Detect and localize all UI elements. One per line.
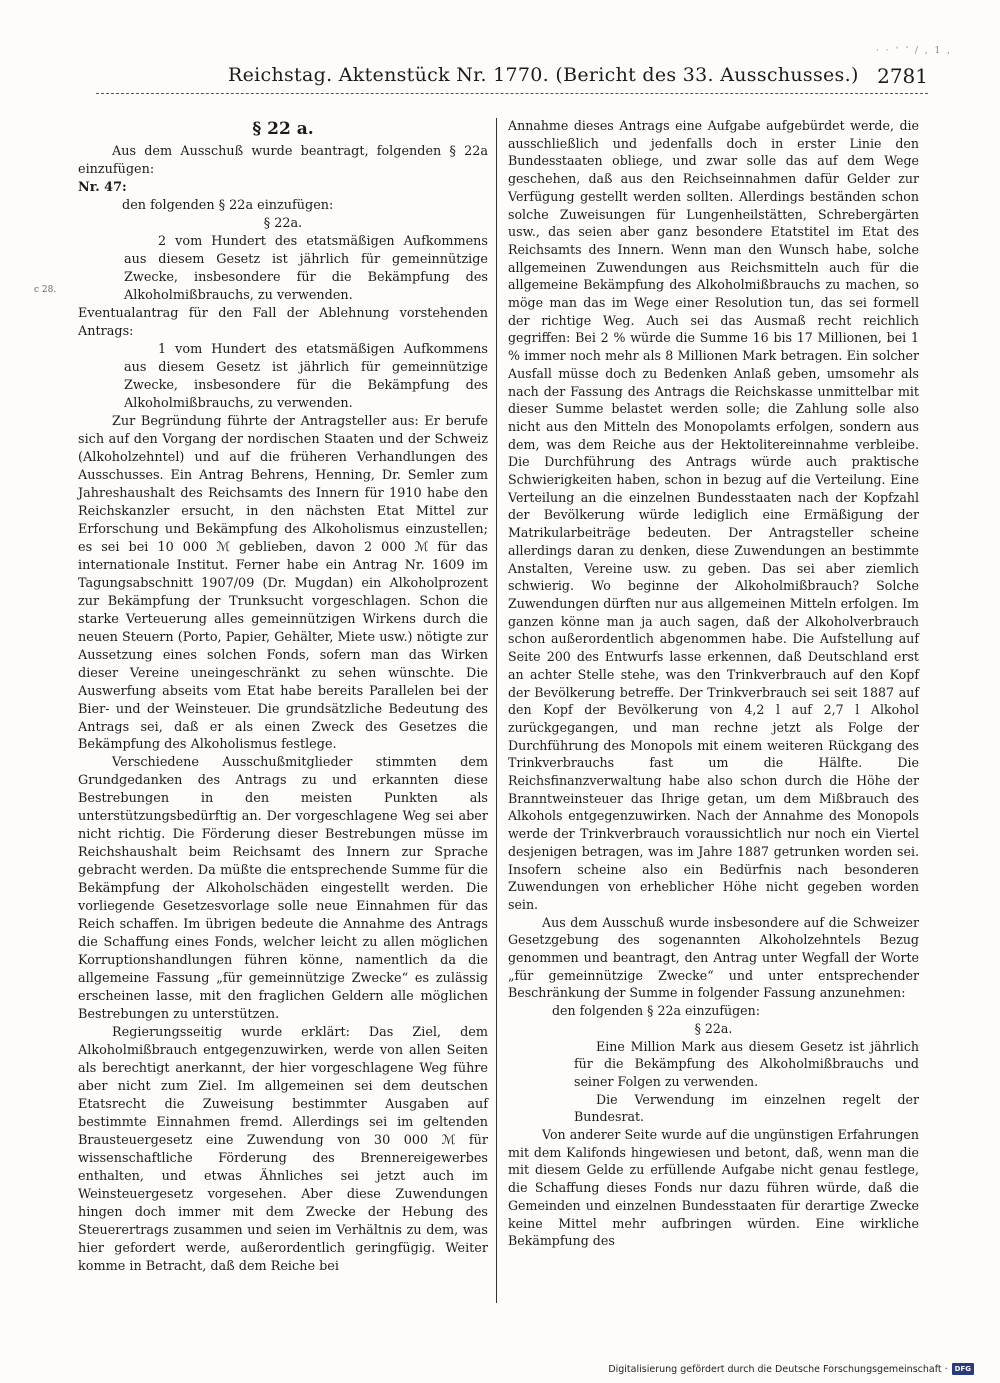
paragraph: Verschiedene Ausschußmitglieder stimmten dem Grundgedanken des Antrags zu und erkannten diese Bestrebungen in den meisten Punkten als unterstützungsbedürftig an. Der vorgeschlagene Weg sei aber nicht richtig. Die Förderung dieser Bestrebungen müsse im Reichshaushalt beim Reichsamt des Innern zur Sprache gebracht werden. Da müßte die entsprechende Summe für die Bekämpfung der Alkoholschäden eingestellt werden. Die vorliegende Gesetzesvorlage solle neue Einnahmen für das Reich schaffen. Im übrigen bedeute die Annahme des Antrags die Schaffung eines Fonds, welcher leicht zu allen möglichen Korruptionshandlungen führen könne, namentlich da die allgemeine Fassung „für gemeinnützige Zwecke“ es zulässig erscheinen lasse, mit den fraglichen Geldern alle möglichen Bestrebungen zu unterstützen. [78,755,488,1023]
paragraph: Regierungsseitig wurde erklärt: Das Ziel, dem Alkoholmißbrauch entgegenzuwirken, werde von allen Seiten als berechtigt anerkannt, der hier vorgeschlagene Weg führe aber nicht zum Ziel. Im allgemeinen sei dem deutschen Etatsrecht die Zuweisung bestimmter Ausgaben auf bestimmte Einnahmen fremd. Allerdings sei im geltenden Brausteuergesetz eine Zuwendung von 30 000 ℳ für wissenschaftliche Förderung des Brennereigewerbes enthalten, und etwas Ähnliches sei jetzt auch im Weinsteuergesetz vorgesehen. Aber diese Zuwendungen hingen doch immer mit dem Zwecke der Hebung des Steuerertrags zusammen und seien im Verhältnis zu dem, was hier gefordert werde, außerordentlich geringfügig. Weiter komme in Betracht, daß dem Reiche bei [78,1025,488,1275]
motion-text: Eine Million Mark aus diesem Gesetz ist jährlich für die Bekämpfung des Alkoholmißbrauchs und seiner Folgen zu verwenden. [574,1038,919,1089]
margin-note: c 28. [34,285,57,295]
paragraph: Annahme dieses Antrags eine Aufgabe aufgebürdet werde, die ausschließlich und jedenfalls doch in erster Linie den Bundesstaaten obliege, und zwar solle das auf dem Wege geschehen, daß aus den Reichseinnahmen dafür Gelder zur Verfügung gestellt werden sollten. Allerdings beständen schon solche Zuweisungen für Lungenheilstätten, Schrebergärten usw., das seien aber ganz besondere Etatstitel im Etat des Reichsamts des Innern. Wenn man den Wunsch habe, solche allgemeinen Zuwendungen aus Reichsmitteln auch für die allgemeine Bekämpfung des Alkoholmißbrauchs zu machen, so möge man das im Wege einer Resolution tun, das sei formell der richtige Weg. Auch sei das Ausmaß recht reichlich gegriffen: Bei 2 % würde die Summe 16 bis 17 Millionen, bei 1 % immer noch mehr als 8 Millionen Mark betragen. Ein solcher Ausfall müsse doch zu Bedenken Anlaß geben, umsomehr als nach der Fassung des Antrags die Reichskasse unmittelbar mit dieser Summe belastet werden solle; die Zahlung solle also nicht aus den Mitteln des Monopolamts erfolgen, sondern aus dem, was dem Reiche aus der Hektolitereinnahme verbleibe. Die Durchführung des Antrags würde auch praktische Schwierigkeiten haben, schon in bezug auf die Verteilung. Eine Verteilung an die einzelnen Bundesstaaten nach der Kopfzahl der Bevölkerung würde lediglich eine Ermäßigung der Matrikularbeiträge bedeuten. Der Antragsteller scheine allerdings daran zu denken, diese Zuwendungen an bestimmte Anstalten, Vereine usw. zu geben. Das sei aber ziemlich schwierig. Wo beginne der Alkoholmißbrauch? Solche Zuwendungen dürften nur aus allgemeinen Mitteln erfolgen. Im ganzen könne man ja auch sagen, daß der Alkoholverbrauch schon außerordentlich abgenommen habe. Die Aufstellung auf Seite 200 des Entwurfs lasse erkennen, daß Deutschland erst an achter Stelle stehe, was den Trinkverbrauch auf den Kopf der Bevölkerung betreffe. Der Trinkverbrauch sei seit 1887 auf den Kopf der Bevölkerung von 4,2 l auf 2,7 l Alkohol zurückgegangen, und man rechne jetzt als Folge der Durchführung des Monopols mit einem weiteren Rückgang des Trinkverbrauchs fast um die Hälfte. Die Reichsfinanzverwaltung habe also schon durch die Höhe der Branntweinsteuer das Ihrige getan, um dem Mißbrauch des Alkohols entgegenzuwirken. Nach der Annahme des Monopols werde der Trinkverbrauch voraussichtlich nur noch ein Viertel desjenigen betragen, was im Jahre 1887 getrunken worden sei. Insofern scheine also ein Bedürfnis nach besonderen Zuwendungen von erheblicher Höhe nicht gegeben worden sein. [508,118,919,912]
header-rule [96,93,928,94]
column-divider [496,118,497,1303]
insert-label: den folgenden § 22a einzufügen: [552,1003,760,1019]
footer [608,1363,974,1375]
motion-text: Die Verwendung im einzelnen regelt der Bundesrat. [574,1091,919,1125]
footer-text: Digitalisierung gefördert durch die Deutsche Forschungsgemeinschaft · [608,1363,948,1375]
corner-marks: · · ʻ ʼ / , 1 , [876,46,952,56]
right-column [508,117,919,1250]
running-title: Reichstag. Aktenstück Nr. 1770. (Bericht des 33. Ausschusses.) [228,64,859,86]
sub-section-label: § 22a. [263,215,303,231]
page-number: 2781 [877,64,928,88]
motion-number: Nr. 47: [78,179,127,195]
eventual-text: 1 vom Hundert des etatsmäßigen Aufkommens aus diesem Gesetz ist jährlich für gemeinnützige Zwecke, insbesondere für die Bekämpfung des Alkoholmißbrauchs, zu verwenden. [124,341,488,411]
insert-label: den folgenden § 22a einzufügen: [122,197,334,213]
section-heading: § 22 a. [252,119,314,139]
intro-text: Aus dem Ausschuß wurde beantragt, folgenden § 22a einzufügen: [78,144,488,177]
sub-section-label: § 22a. [694,1020,733,1036]
left-column [78,117,488,1276]
paragraph: Zur Begründung führte der Antragsteller aus: Er berufe sich auf den Vorgang der nordischen Staaten und der Schweiz (Alkoholzehntel) und auf die früheren Verhandlungen des Ausschusses. Ein Antrag Behrens, Henning, Dr. Semler zum Jahreshaushalt des Reichsamts des Innern für 1910 habe den Reichskanzler ersucht, in den nächsten Etat Mittel zur Erforschung und Bekämpfung des Alkoholismus einzustellen; es sei bei 10 000 ℳ geblieben, davon 2 000 ℳ für das internationale Institut. Ferner habe ein Antrag Nr. 1609 im Tagungsabschnitt 1907/09 (Dr. Mugdan) ein Alkoholprozent zur Bekämpfung der Trunksucht vorgeschlagen. Schon die starke Verteuerung alles gemeinnützigen Wirkens durch die neuen Steuern (Porto, Papier, Gehälter, Miete usw.) nötigte zur Aussetzung eines solchen Fonds, sofern man das Wirken dieser Vereine uneingeschränkt zu sehen wünschte. Die Auswerfung abseits vom Etat habe bereits Parallelen bei der Bier- und der Weinsteuer. Die grundsätzliche Bedeutung des Antrags sei, daß er als einen Zweck des Gesetzes die Bekämpfung des Alkoholismus festlege. [78,413,488,753]
dfg-logo-icon: DFG [952,1363,974,1375]
paragraph: Aus dem Ausschuß wurde insbesondere auf die Schweizer Gesetzgebung des sogenannten Alkoholzehntels Bezug genommen und beantragt, den Antrag unter Wegfall der Worte „für gemeinnützige Zwecke“ und unter entsprechender Beschränkung der Summe in folgender Fassung anzunehmen: [508,914,919,1001]
paragraph: Von anderer Seite wurde auf die ungünstigen Erfahrungen mit dem Kalifonds hingewiesen und betont, daß, wenn man die mit diesem Gelde zu erfüllende Aufgabe nicht genau festlege, die Schaffung dieses Fonds nur dazu führen würde, daß die Gemeinden und einzelnen Bundesstaaten für derartige Zwecke keine Mittel mehr aufbringen würden. Eine wirkliche Bekämpfung des [508,1127,919,1249]
motion-text: 2 vom Hundert des etatsmäßigen Aufkommens aus diesem Gesetz ist jährlich für gemeinnützige Zwecke, insbesondere für die Bekämpfung des Alkoholmißbrauchs, zu verwenden. [124,233,488,303]
page-header [98,62,928,92]
eventual-motion: Eventualantrag für den Fall der Ablehnung vorstehenden Antrags: [78,305,488,339]
